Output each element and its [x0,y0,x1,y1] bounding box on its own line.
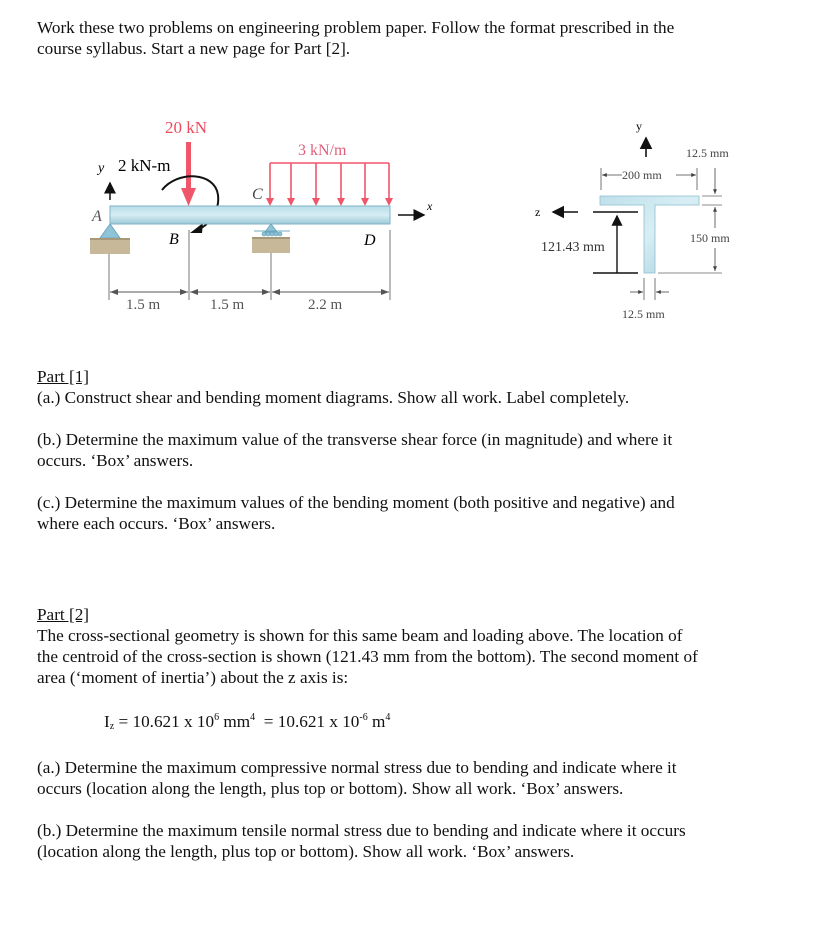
part2-title: Part [2] [37,605,90,624]
part1-c-line1: (c.) Determine the maximum values of the bending moment (both positive and negative) and [37,493,675,512]
x-axis-label: x [427,199,433,213]
part2-section [37,604,797,688]
part2-intro-line3: area (‘moment of inertia’) about the z axis is: [37,668,349,687]
t-section [600,196,699,273]
centroid-label: 121.43 mm [541,240,605,255]
flange-thickness-label: 12.5 mm [686,146,729,160]
flange-width-label: 200 mm [622,168,662,182]
cross-section-diagram [520,110,780,330]
dimension-cd: 2.2 m [308,297,343,313]
ground-c [252,237,290,253]
dimension-ab: 1.5 m [126,297,161,313]
part2-questions [37,757,797,862]
ground-a [90,238,130,254]
beam [110,206,390,224]
part1-c-line2: where each occurs. ‘Box’ answers. [37,514,276,533]
point-b-label: B [169,231,179,248]
point-c-label: C [252,186,263,203]
part2-intro-line2: the centroid of the cross-section is shown (121.43 mm from the bottom). The second moment of [37,647,698,666]
point-load-shaft [186,142,191,190]
distributed-load-label: 3 kN/m [298,142,347,159]
moment-label: 2 kN-m [118,156,171,175]
part1-a: (a.) Construct shear and bending moment diagrams. Show all work. Label completely. [37,388,630,407]
point-load-label: 20 kN [165,118,208,137]
beam-diagram [0,100,460,330]
instructions-line-1: Work these two problems on engineering problem paper. Follow the format prescribed in the [37,18,675,37]
moment-of-inertia-formula: $I_z = 10.621$ x $10^6$ $mm^4 = 10.621$ x $10^{-6}$ $m^4$ [104,712,391,732]
part1-title: Part [1] [37,367,90,386]
section-y-axis-label: y [636,119,642,133]
section-z-axis-label: z [535,205,541,219]
y-axis-label: y [98,161,105,176]
part1-b-line1: (b.) Determine the maximum value of the transverse shear force (in magnitude) and where it [37,430,673,449]
point-load-arrow-icon [181,188,196,206]
part2-b-line1: (b.) Determine the maximum tensile normal stress due to bending and indicate where it occurs [37,821,686,840]
distributed-load-arrows-icon [266,163,393,206]
dimension-lines [109,230,390,300]
dimension-bc: 1.5 m [210,297,245,313]
point-d-label: D [364,232,376,249]
part2-a-line1: (a.) Determine the maximum compressive normal stress due to bending and indicate where it [37,758,677,777]
point-a-label: A [92,208,102,225]
part2-a-line2: occurs (location along the length, plus top or bottom). Show all work. ‘Box’ answers. [37,779,624,798]
part1-b-line2: occurs. ‘Box’ answers. [37,451,194,470]
web-thickness-label: 12.5 mm [622,307,665,321]
pin-support-a [100,224,120,238]
part2-intro-line1: The cross-sectional geometry is shown for this same beam and loading above. The location of [37,626,683,645]
part1-section [37,366,797,534]
instructions-line-2: course syllabus. Start a new page for Part [2]. [37,39,351,58]
part2-b-line2: (location along the length, plus top or bottom). Show all work. ‘Box’ answers. [37,842,575,861]
web-height-label: 150 mm [690,231,730,245]
instructions [37,17,797,59]
